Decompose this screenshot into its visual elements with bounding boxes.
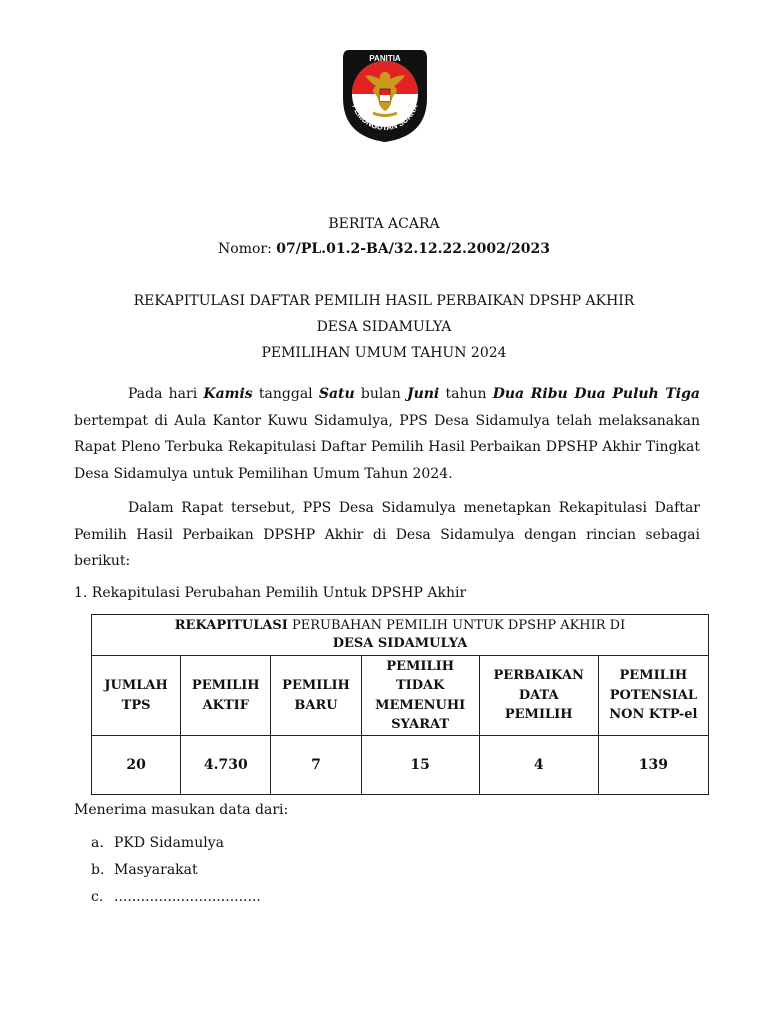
table-caption: REKAPITULASI PERUBAHAN PEMILIH UNTUK DPSHP AKHIR DI DESA SIDAMULYA [92, 615, 709, 656]
subtitle-2: DESA SIDAMULYA [316, 319, 452, 335]
list-item: a. PKD Sidamulya [91, 835, 224, 851]
value-pemilih-tms: 15 [361, 736, 479, 795]
subtitle-1: REKAPITULASI DAFTAR PEMILIH HASIL PERBAIKAN DPSHP AKHIR [133, 293, 635, 309]
header-pemilih-tms: PEMILIH TIDAK MEMENUHI SYARAT [361, 656, 479, 736]
date: Satu [318, 386, 355, 402]
section-heading: 1. Rekapitulasi Perubahan Pemilih Untuk DPSHP Akhir [74, 585, 467, 601]
day: Kamis [203, 386, 253, 402]
value-pemilih-potensial: 139 [598, 736, 708, 795]
rekap-table [91, 614, 709, 795]
list-item: c. ................................. [91, 889, 261, 905]
nomor-label: Nomor: [218, 241, 277, 257]
opening-paragraph: Pada hari Kamis tanggal Satu bulan Juni tahun Dua Ribu Dua Puluh Tiga bertempat di Aula Kantor Kuwu Sidamulya, PPS Desa Sidamulya telah melaksanakan Rapat Pleno Terbuka Rekapitulasi Daftar Pemilih Hasil Perbaikan DPSHP Akhir Tingkat Desa Sidamulya untuk Pemilihan Umum Tahun 2024. [74, 386, 700, 482]
kpu-logo [339, 44, 431, 144]
value-perbaikan-data: 4 [479, 736, 598, 795]
header-pemilih-aktif: PEMILIH AKTIF [181, 656, 271, 736]
table-header-row [92, 656, 709, 736]
value-pemilih-aktif: 4.730 [181, 736, 271, 795]
header-pemilih-potensial: PEMILIH POTENSIAL NON KTP-el [598, 656, 708, 736]
subtitle-3: PEMILIHAN UMUM TAHUN 2024 [261, 345, 507, 361]
year: Dua Ribu Dua Puluh Tiga [492, 386, 700, 402]
document-number [0, 239, 768, 259]
svg-text:PEMUNGUTAN SUARA: PEMUNGUTAN SUARA [350, 102, 420, 133]
svg-text:PANITIA: PANITIA [369, 54, 401, 63]
header-pemilih-baru: PEMILIH BARU [271, 656, 361, 736]
value-pemilih-baru: 7 [271, 736, 361, 795]
header-jumlah-tps: JUMLAH TPS [92, 656, 181, 736]
sources-intro: Menerima masukan data dari: [74, 802, 289, 818]
document-title: BERITA ACARA [328, 216, 440, 232]
decision-paragraph: Dalam Rapat tersebut, PPS Desa Sidamulya menetapkan Rekapitulasi Daftar Pemilih Hasil Perbaikan DPSHP Akhir di Desa Sidamulya dengan rincian sebagai berikut: [74, 500, 700, 569]
nomor-value: 07/PL.01.2-BA/32.12.22.2002/2023 [276, 241, 550, 257]
list-item: b. Masyarakat [91, 862, 198, 878]
month: Juni [406, 386, 440, 402]
header-perbaikan-data: PERBAIKAN DATA PEMILIH [479, 656, 598, 736]
value-jumlah-tps: 20 [92, 736, 181, 795]
table-row [92, 736, 709, 795]
